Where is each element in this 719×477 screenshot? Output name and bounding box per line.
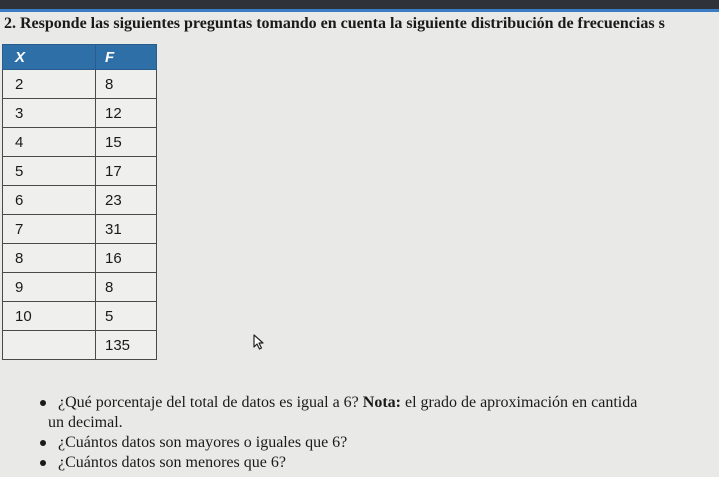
q1-continuation: un decimal. bbox=[48, 414, 123, 431]
cell-f: 16 bbox=[96, 244, 157, 273]
q1-text: ¿Qué porcentaje del total de datos es igual a 6? bbox=[58, 394, 363, 411]
sub-question-list bbox=[0, 393, 719, 473]
accent-line bbox=[0, 9, 719, 12]
q1-note-text: el grado de aproximación en cantida bbox=[400, 394, 638, 411]
table-row bbox=[3, 157, 157, 186]
table-row bbox=[3, 186, 157, 215]
question-heading bbox=[4, 13, 719, 35]
list-item bbox=[0, 453, 719, 473]
cell-x-empty bbox=[3, 331, 96, 360]
cell-f: 23 bbox=[96, 186, 157, 215]
q3-text: ¿Cuántos datos son menores que 6? bbox=[58, 454, 286, 471]
table-header-row bbox=[3, 45, 157, 70]
cell-x: 7 bbox=[3, 215, 96, 244]
cell-f: 8 bbox=[96, 273, 157, 302]
table-total-row bbox=[3, 331, 157, 360]
table-row bbox=[3, 128, 157, 157]
table-row bbox=[3, 99, 157, 128]
cell-f: 31 bbox=[96, 215, 157, 244]
cell-x: 2 bbox=[3, 70, 96, 99]
cell-f: 5 bbox=[96, 302, 157, 331]
table-row bbox=[3, 215, 157, 244]
top-bar bbox=[0, 0, 719, 9]
question-number: 2. bbox=[4, 15, 16, 32]
cell-x: 10 bbox=[3, 302, 96, 331]
list-item bbox=[0, 433, 719, 453]
cell-x: 8 bbox=[3, 244, 96, 273]
cell-x: 5 bbox=[3, 157, 96, 186]
bullet-icon bbox=[40, 460, 46, 466]
cell-x: 4 bbox=[3, 128, 96, 157]
table-row bbox=[3, 70, 157, 99]
frequency-table bbox=[2, 44, 157, 360]
bullet-icon bbox=[40, 400, 46, 406]
cell-f: 12 bbox=[96, 99, 157, 128]
q1-note-label: Nota: bbox=[362, 394, 401, 411]
list-item bbox=[0, 393, 719, 433]
mouse-pointer-icon bbox=[252, 334, 268, 350]
header-f: F bbox=[96, 45, 157, 70]
header-x: X bbox=[3, 45, 96, 70]
cell-f: 15 bbox=[96, 128, 157, 157]
table-row bbox=[3, 273, 157, 302]
cell-total: 135 bbox=[96, 331, 157, 360]
bullet-icon bbox=[40, 440, 46, 446]
table-row bbox=[3, 244, 157, 273]
q2-text: ¿Cuántos datos son mayores o iguales que 6? bbox=[58, 434, 348, 451]
cell-x: 6 bbox=[3, 186, 96, 215]
cell-x: 3 bbox=[3, 99, 96, 128]
table-row bbox=[3, 302, 157, 331]
cell-x: 9 bbox=[3, 273, 96, 302]
cell-f: 8 bbox=[96, 70, 157, 99]
question-text: Responde las siguientes preguntas tomando en cuenta la siguiente distribución de frecuencias s bbox=[20, 15, 665, 32]
cell-f: 17 bbox=[96, 157, 157, 186]
